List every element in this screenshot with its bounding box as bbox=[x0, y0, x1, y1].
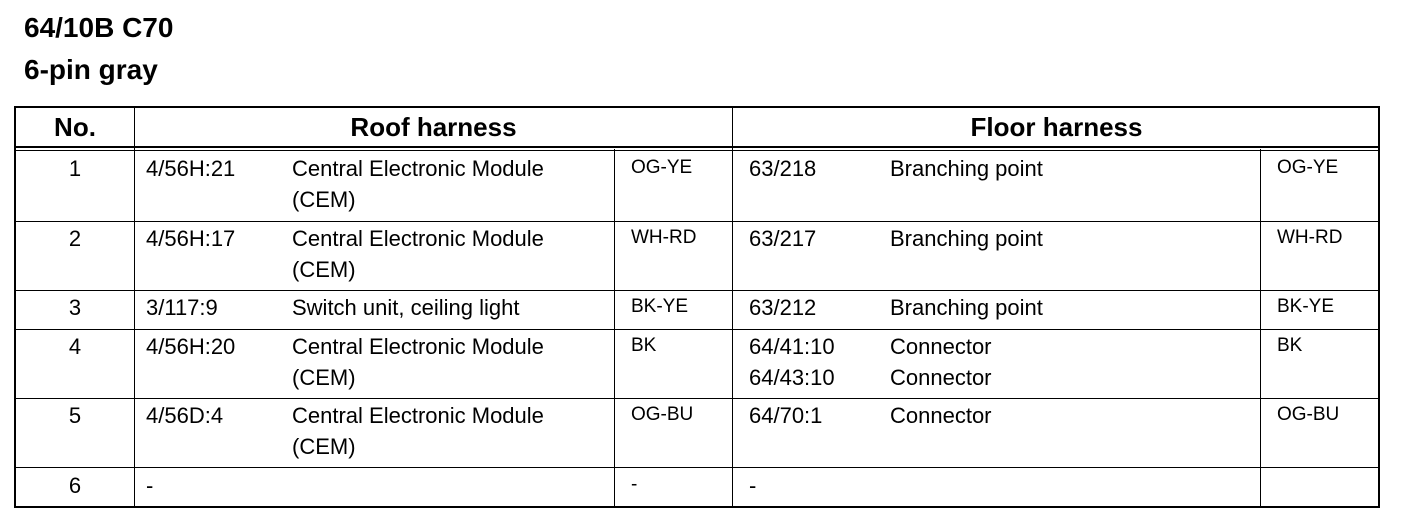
floor-wire-color: BK-YE bbox=[1277, 296, 1335, 317]
connector-type-subtitle: 6-pin gray bbox=[24, 54, 158, 85]
header-floor-harness: Floor harness bbox=[970, 112, 1143, 142]
column-divider bbox=[1260, 149, 1261, 506]
floor-description: Connector Connector bbox=[890, 334, 992, 390]
floor-pin: 63/217 bbox=[749, 226, 817, 251]
header-separator bbox=[16, 146, 1378, 151]
column-divider bbox=[732, 108, 733, 506]
roof-wire-color: WH-RD bbox=[631, 227, 697, 248]
floor-description: Branching point bbox=[890, 226, 1043, 251]
roof-pin: 4/56H:20 bbox=[146, 334, 236, 359]
roof-description: Central Electronic Module (CEM) bbox=[292, 334, 544, 390]
roof-wire-color: OG-YE bbox=[631, 157, 693, 178]
row-divider bbox=[16, 398, 1378, 399]
row-divider bbox=[16, 329, 1378, 330]
floor-wire-color: OG-BU bbox=[1277, 404, 1340, 425]
connector-id-title: 64/10B C70 bbox=[24, 12, 174, 43]
roof-description: Central Electronic Module (CEM) bbox=[292, 403, 544, 459]
column-divider bbox=[134, 108, 135, 506]
row-divider bbox=[16, 221, 1378, 222]
floor-pin: 64/70:1 bbox=[749, 403, 823, 428]
pinout-table bbox=[14, 106, 1380, 508]
roof-description: Central Electronic Module (CEM) bbox=[292, 156, 544, 212]
roof-pin: 4/56H:21 bbox=[146, 156, 236, 181]
floor-pin: - bbox=[749, 473, 757, 498]
roof-wire-color: OG-BU bbox=[631, 404, 694, 425]
roof-pin: 4/56H:17 bbox=[146, 226, 236, 251]
roof-wire-color: BK-YE bbox=[631, 296, 689, 317]
floor-wire-color: WH-RD bbox=[1277, 227, 1343, 248]
roof-pin: 4/56D:4 bbox=[146, 403, 224, 428]
roof-pin: 3/117:9 bbox=[146, 295, 218, 320]
floor-pin: 63/218 bbox=[749, 156, 817, 181]
floor-pin: 63/212 bbox=[749, 295, 817, 320]
column-divider bbox=[614, 149, 615, 506]
header-no: No. bbox=[54, 112, 96, 142]
roof-description: Central Electronic Module (CEM) bbox=[292, 226, 544, 282]
pin-number: 6 bbox=[68, 473, 82, 498]
floor-description: Branching point bbox=[890, 156, 1043, 181]
pin-number: 1 bbox=[68, 156, 82, 181]
roof-description: Switch unit, ceiling light bbox=[292, 295, 520, 320]
pin-number: 2 bbox=[68, 226, 82, 251]
roof-pin: - bbox=[146, 473, 154, 498]
floor-description: Branching point bbox=[890, 295, 1043, 320]
pin-number: 4 bbox=[68, 334, 82, 359]
floor-description: Connector bbox=[890, 403, 992, 428]
pin-number: 3 bbox=[68, 295, 82, 320]
roof-wire-color: BK bbox=[631, 335, 657, 356]
floor-pin: 64/41:10 64/43:10 bbox=[749, 334, 835, 390]
floor-wire-color: BK bbox=[1277, 335, 1303, 356]
floor-wire-color: OG-YE bbox=[1277, 157, 1339, 178]
row-divider bbox=[16, 467, 1378, 468]
roof-wire-color: - bbox=[631, 474, 638, 495]
header-roof-harness: Roof harness bbox=[350, 112, 517, 142]
pin-number: 5 bbox=[68, 403, 82, 428]
row-divider bbox=[16, 290, 1378, 291]
